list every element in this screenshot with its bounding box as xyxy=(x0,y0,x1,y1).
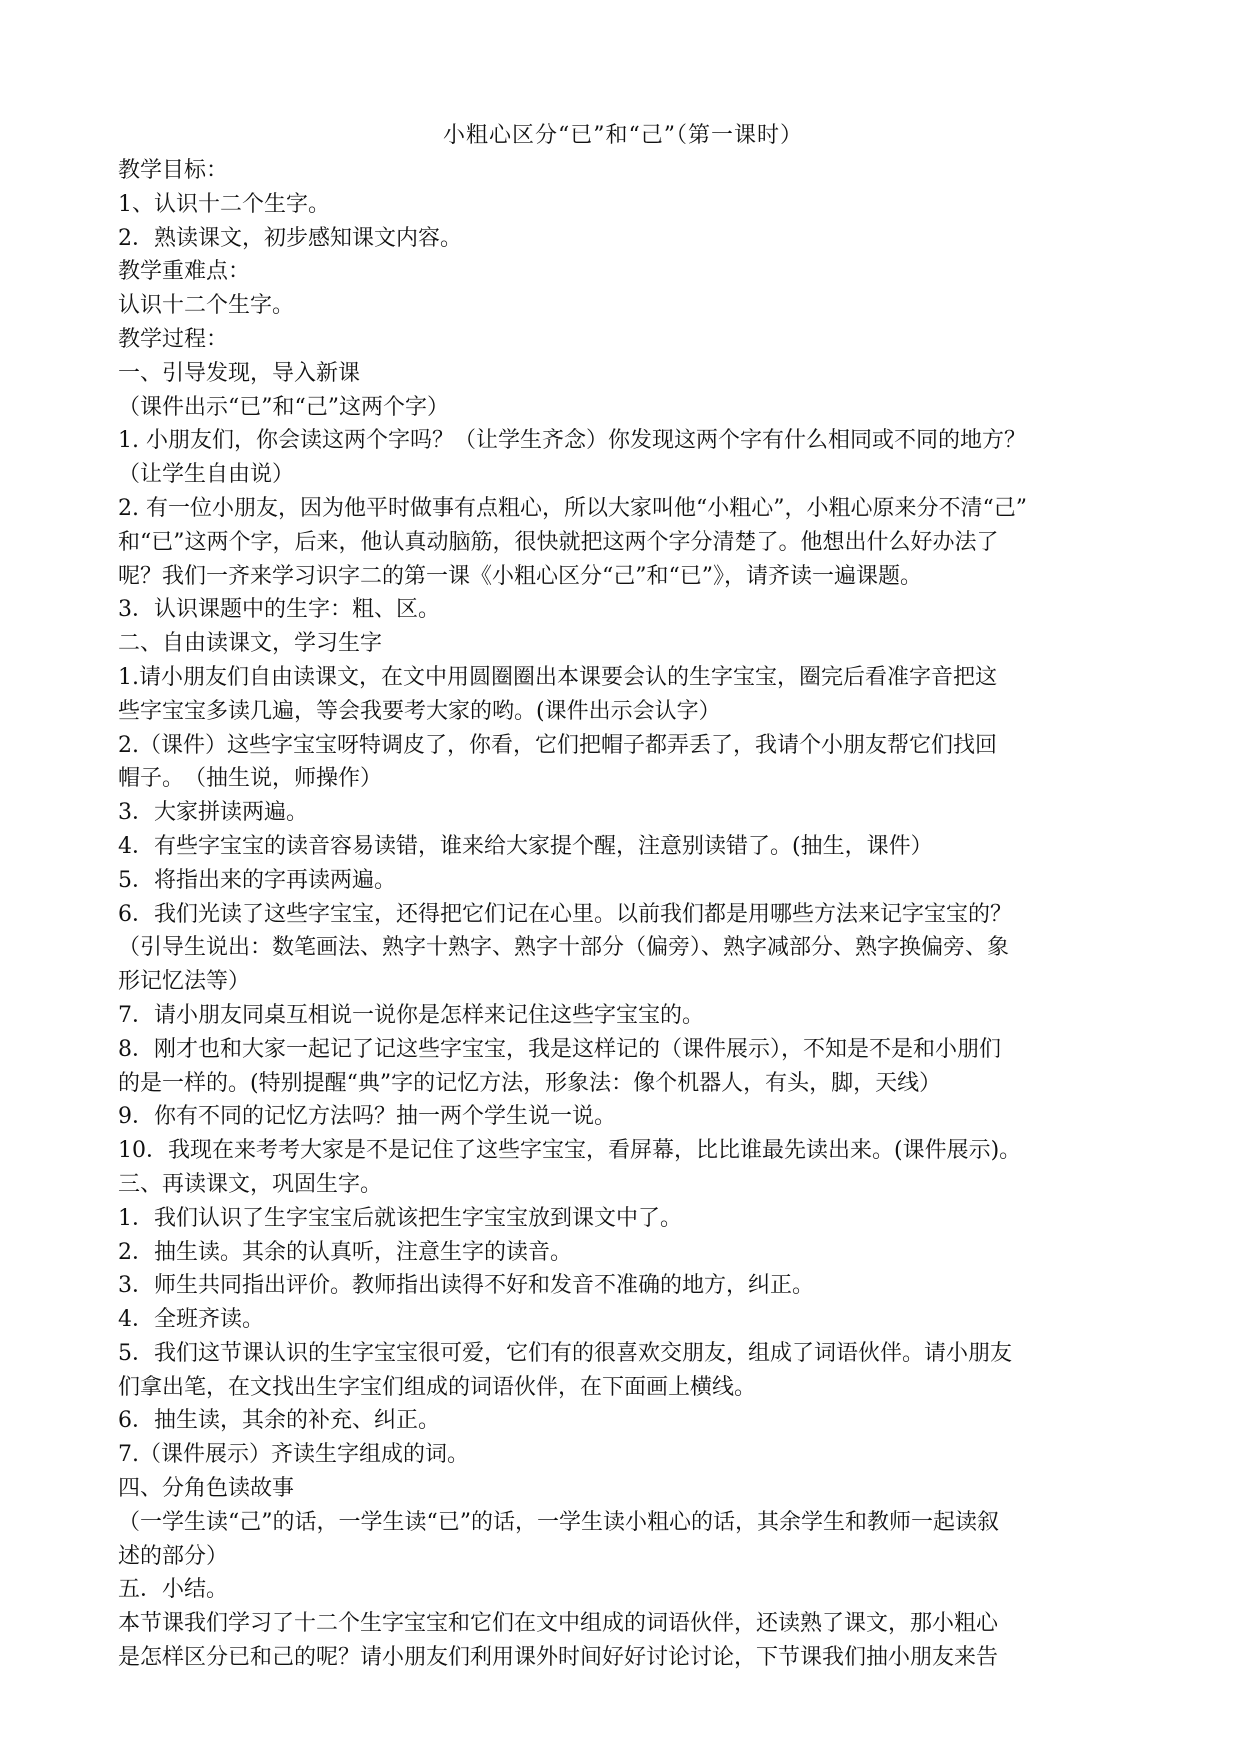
text-line: （课件出示“已”和“己”这两个字） xyxy=(118,394,449,420)
text-line: 教学目标： xyxy=(118,158,229,183)
text-line: 二、自由读课文，学习生字 xyxy=(118,631,383,657)
text-line: 1、认识十二个生字。 xyxy=(118,191,330,217)
text-line: 三、再读课文，巩固生字。 xyxy=(118,1171,383,1197)
text-line: 教学过程： xyxy=(118,326,229,352)
text-line: 9．你有不同的记忆方法吗？抽一两个学生说一说。 xyxy=(118,1104,616,1130)
text-line: 五．小结。 xyxy=(118,1577,229,1603)
text-line: 10．我现在来考考大家是不是记住了这些字宝宝，看屏幕，比比谁最先读出来。(课件展示)。 xyxy=(118,1138,1022,1164)
text-line: 2．熟读课文，初步感知课文内容。 xyxy=(118,225,462,251)
text-line: 4．全班齐读。 xyxy=(118,1307,264,1333)
text-line: 本节课我们学习了十二个生字宝宝和它们在文中组成的词语伙伴，还读熟了课文，那小粗心 xyxy=(118,1611,999,1637)
text-line: 6．我们光读了这些字宝宝，还得把它们记在心里。以前我们都是用哪些方法来记字宝宝的？ xyxy=(118,901,1013,927)
text-line: 2. 有一位小朋友，因为他平时做事有点粗心，所以大家叫他“小粗心”，小粗心原来分不清“己” xyxy=(118,495,1027,521)
text-line: 7．请小朋友同桌互相说一说你是怎样来记住这些字宝宝的。 xyxy=(118,1002,704,1028)
text-line: 些字宝宝多读几遍，等会我要考大家的哟。(课件出示会认字） xyxy=(118,698,721,724)
text-line: 8．刚才也和大家一起记了记这些字宝宝，我是这样记的（课件展示），不知是不是和小朋们 xyxy=(118,1036,1002,1062)
text-line: 形记忆法等） xyxy=(118,969,251,995)
document-page xyxy=(118,118,1128,1675)
text-line: 呢？我们一齐来学习识字二的第一课《小粗心区分“己”和“已”》，请齐读一遍课题。 xyxy=(118,563,922,589)
text-line: 6．抽生读，其余的补充、纠正。 xyxy=(118,1408,440,1434)
text-line: 帽子。 （抽生说，师操作） xyxy=(118,766,383,792)
text-line: 3．认识课题中的生字：粗、区。 xyxy=(118,597,440,623)
text-line: 2.（课件）这些字宝宝呀特调皮了，你看，它们把帽子都弄丢了，我请个小朋友帮它们找回 xyxy=(118,732,997,758)
text-line: 1. 小朋友们，你会读这两个字吗？（让学生齐念）你发现这两个字有什么相同或不同的地方？ xyxy=(118,428,1026,454)
text-line: 的是一样的。(特别提醒“典”字的记忆方法，形象法：像个机器人，有头，脚，天线） xyxy=(118,1070,942,1096)
text-line: 7.（课件展示）齐读生字组成的词。 xyxy=(118,1442,469,1468)
text-line: 1．我们认识了生字宝宝后就该把生字宝宝放到课文中了。 xyxy=(118,1205,682,1231)
document-title: 小粗心区分“已”和“己”（第一课时） xyxy=(443,123,803,148)
text-line: 四、分角色读故事 xyxy=(118,1476,295,1502)
text-line: 2．抽生读。其余的认真听，注意生字的读音。 xyxy=(118,1239,572,1265)
text-line: 一、引导发现，导入新课 xyxy=(118,360,361,386)
text-line: 和“已”这两个字，后来，他认真动脑筋，很快就把这两个字分清楚了。他想出什么好办法了 xyxy=(118,529,999,555)
text-line: 认识十二个生字。 xyxy=(118,293,295,319)
text-line: （引导生说出：数笔画法、熟字十熟字、熟字十部分（偏旁）、熟字减部分、熟字换偏旁、象 xyxy=(118,935,1010,961)
text-line: （一学生读“己”的话，一学生读“已”的话，一学生读小粗心的话，其余学生和教师一起读叙 xyxy=(118,1509,999,1535)
text-line: 1.请小朋友们自由读课文，在文中用圆圈圈出本课要会认的生字宝宝，圈完后看准字音把这 xyxy=(118,664,997,690)
text-line: 3．师生共同指出评价。教师指出读得不好和发音不准确的地方，纠正。 xyxy=(118,1273,814,1299)
text-line: 述的部分） xyxy=(118,1543,229,1569)
text-line: 教学重难点： xyxy=(118,259,251,285)
text-line: 5．我们这节课认识的生字宝宝很可爱，它们有的很喜欢交朋友，组成了词语伙伴。请小朋友 xyxy=(118,1340,1013,1366)
text-line: 3．大家拼读两遍。 xyxy=(118,800,308,826)
text-line: 是怎样区分已和己的呢？请小朋友们利用课外时间好好讨论讨论，下节课我们抽小朋友来告 xyxy=(118,1645,999,1671)
text-line: 们拿出笔，在文找出生字宝们组成的词语伙伴，在下面画上横线。 xyxy=(118,1374,757,1400)
text-line: 4．有些字宝宝的读音容易读错，谁来给大家提个醒，注意别读错了。(抽生，课件） xyxy=(118,833,933,859)
text-line: 5．将指出来的字再读两遍。 xyxy=(118,867,396,893)
text-line: （让学生自由说） xyxy=(118,462,295,488)
document-body xyxy=(118,154,1128,1675)
